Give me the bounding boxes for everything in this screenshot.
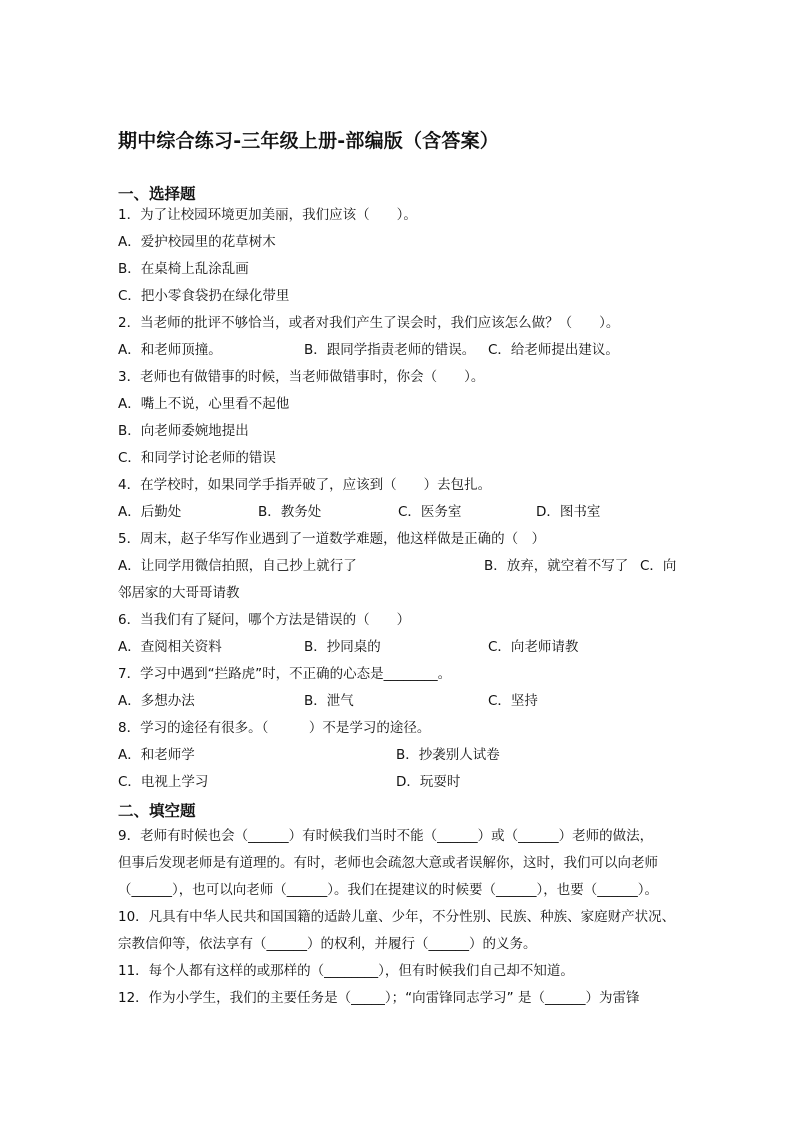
question-2-option-a: A．和老师顶撞。 xyxy=(118,342,222,358)
question-9-line-1: 9．老师有时候也会（______）有时候我们当时不能（______）或（______）老师的做法， xyxy=(118,828,654,844)
question-6-option-b: B．抄同桌的 xyxy=(304,639,381,655)
question-10-line-2: 宗教信仰等，依法享有（______）的权利，并履行（______）的义务。 xyxy=(118,936,537,952)
question-12-line-1: 12．作为小学生，我们的主要任务是（_____）；“向雷锋同志学习” 是（______）为雷锋 xyxy=(118,990,640,1006)
question-7-option-b: B．泄气 xyxy=(304,693,354,709)
question-5-option-c-continued: 邻居家的大哥哥请教 xyxy=(118,585,240,601)
question-5-option-b: B．放弃，就空着不写了 xyxy=(484,558,629,574)
page-title: 期中综合练习-三年级上册-部编版（含答案） xyxy=(118,130,499,152)
question-7-option-a: A．多想办法 xyxy=(118,693,195,709)
question-7-option-c: C．坚持 xyxy=(488,693,538,709)
question-7-stem: 7．学习中遇到“拦路虎”时，不正确的心态是________。 xyxy=(118,666,452,682)
question-4-option-c: C．医务室 xyxy=(398,504,462,520)
question-3-option-b: B．向老师委婉地提出 xyxy=(118,423,249,439)
question-4-option-a: A．后勤处 xyxy=(118,504,182,520)
question-8-option-b: B．抄袭别人试卷 xyxy=(396,747,500,763)
question-5-stem: 5．周末，赵子华写作业遇到了一道数学难题，他这样做是正确的（ ） xyxy=(118,531,546,547)
question-9-line-3: （______），也可以向老师（______）。我们在提建议的时候要（______），也要（______）。 xyxy=(118,882,658,898)
question-1-stem: 1．为了让校园环境更加美丽，我们应该（ ）。 xyxy=(118,207,417,223)
question-3-option-c: C．和同学讨论老师的错误 xyxy=(118,450,276,466)
section-heading-fill: 二、填空题 xyxy=(118,802,196,820)
question-2-stem: 2．当老师的批评不够恰当，或者对我们产生了误会时，我们应该怎么做？（ ）。 xyxy=(118,315,620,331)
question-8-option-c: C．电视上学习 xyxy=(118,774,209,790)
question-10-line-1: 10．凡具有中华人民共和国国籍的适龄儿童、少年，不分性别、民族、种族、家庭财产状况、 xyxy=(118,909,676,925)
question-6-option-c: C．向老师请教 xyxy=(488,639,579,655)
question-4-option-b: B．教务处 xyxy=(258,504,322,520)
question-5-option-a: A．让同学用微信拍照，自己抄上就行了 xyxy=(118,558,357,574)
question-6-stem: 6．当我们有了疑问，哪个方法是错误的（ ） xyxy=(118,612,411,628)
question-9-line-2: 但事后发现老师是有道理的。有时，老师也会疏忽大意或者误解你，这时，我们可以向老师 xyxy=(118,855,658,871)
question-4-option-d: D．图书室 xyxy=(536,504,601,520)
question-8-option-d: D．玩耍时 xyxy=(396,774,461,790)
question-1-option-a: A．爱护校园里的花草树木 xyxy=(118,234,276,250)
question-3-option-a: A．嘴上不说，心里看不起他 xyxy=(118,396,290,412)
question-4-stem: 4．在学校时，如果同学手指弄破了，应该到（ ）去包扎。 xyxy=(118,477,492,493)
question-1-option-c: C．把小零食袋扔在绿化带里 xyxy=(118,288,290,304)
question-5-option-c: C．向 xyxy=(640,558,677,574)
question-8-stem: 8．学习的途径有很多。（ ）不是学习的途径。 xyxy=(118,720,431,736)
question-3-stem: 3．老师也有做错事的时候，当老师做错事时，你会（ ）。 xyxy=(118,369,485,385)
question-8-option-a: A．和老师学 xyxy=(118,747,195,763)
section-heading-choice: 一、选择题 xyxy=(118,185,196,203)
question-2-option-c: C．给老师提出建议。 xyxy=(488,342,619,358)
question-2-option-b: B．跟同学指责老师的错误。 xyxy=(304,342,476,358)
question-6-option-a: A．查阅相关资料 xyxy=(118,639,222,655)
question-11-line-1: 11．每个人都有这样的或那样的（________），但有时候我们自己却不知道。 xyxy=(118,963,574,979)
question-1-option-b: B．在桌椅上乱涂乱画 xyxy=(118,261,249,277)
